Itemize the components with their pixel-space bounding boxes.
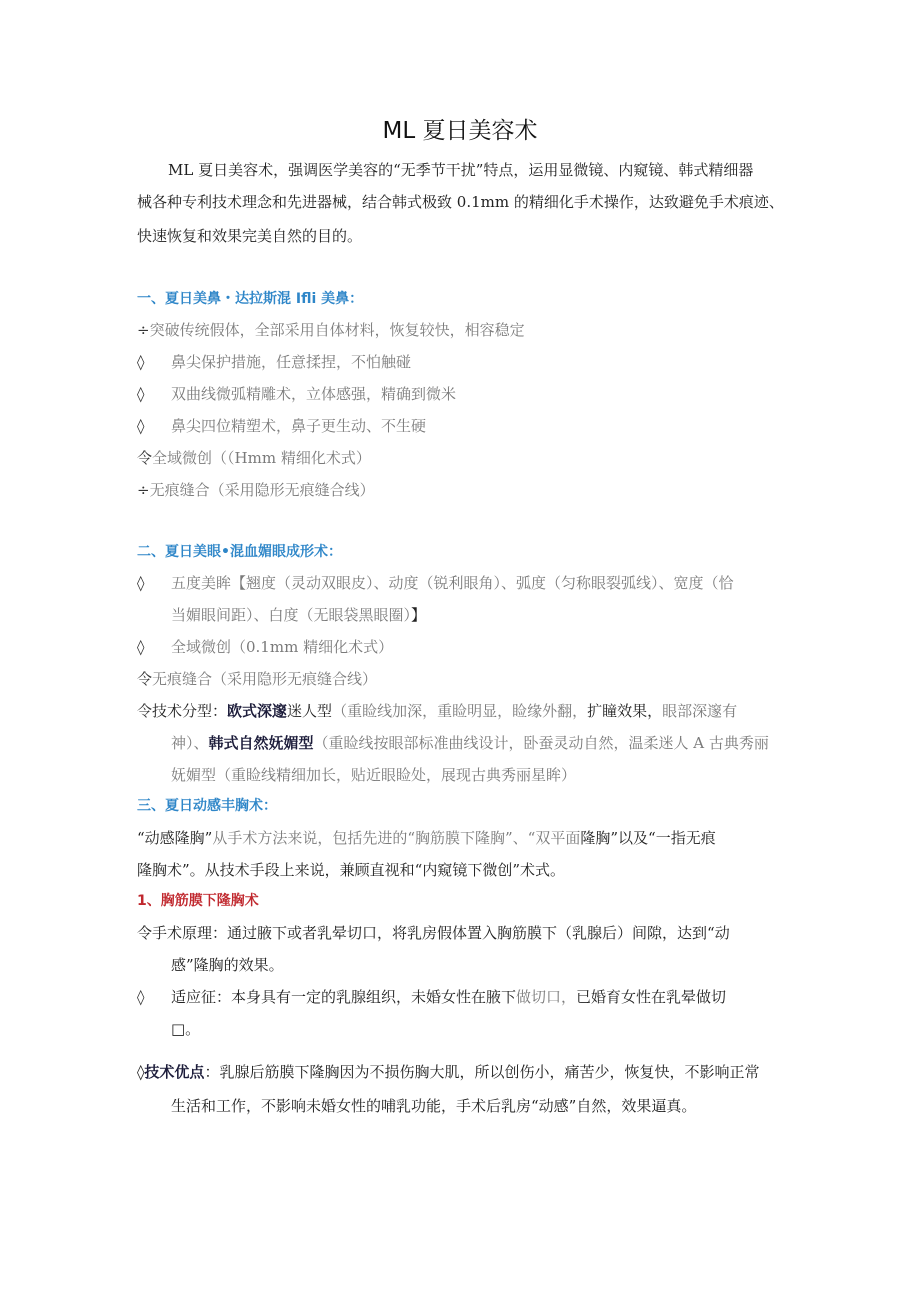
eye-five-degree-line-2 [171, 605, 426, 625]
bullet-symbol: ÷ [137, 481, 150, 499]
nose-item-text: 全域微创（（Hmm 精细化术式） [152, 449, 371, 467]
five-degree-text: 翘度（灵动双眼皮）、动度（锐利眼角）、弧度（匀称眼裂弧线）、宽度（恰 [246, 574, 734, 592]
intro-line-2: 械各种专利技术理念和先进器械，结合韩式极致 0.1mm 的精细化手术操作，达致避免手术痕迹、 [137, 193, 784, 211]
breast-text: “动感隆胸” [137, 829, 213, 847]
diamond-bullet-icon: ◊ [137, 988, 145, 1006]
diamond-bullet-icon: ◊ [137, 638, 145, 656]
advantage-line-2: 生活和工作，不影响未婚女性的哺乳功能，手术后乳房“动感”自然，效果逼真。 [171, 1097, 697, 1115]
eye-types-line-3: 妩媚型（重睑线精细加长，贴近眼睑处，展现古典秀丽星眸） [171, 766, 577, 784]
bullet-symbol: 令 [137, 449, 153, 467]
nose-item-text: 鼻尖四位精塑术，鼻子更生动、不生硬 [171, 417, 427, 435]
nose-item-text: 双曲线微弧精雕术，立体感强，精确到微米 [171, 385, 457, 403]
eye-types-line-1 [137, 701, 737, 721]
nose-item-1 [137, 320, 525, 340]
advantage-label: 技术优点 [144, 1063, 205, 1081]
nose-item-text: 突破传统假体，全部采用自体材料，恢复较快，相容稳定 [149, 321, 525, 339]
diamond-bullet-icon: ◊ [137, 417, 145, 435]
bullet-symbol: 令 [137, 702, 153, 720]
principle-line-2: 感”隆胸的效果。 [171, 956, 284, 974]
types-text: 迷人型 [287, 702, 333, 720]
eye-types-line-2 [171, 733, 769, 753]
nose-item-6 [137, 480, 375, 500]
principle-text: 手术原理：通过腋下或者乳晕切口，将乳房假体置入胸筋膜下（乳腺后）间隙，达到“动 [152, 924, 730, 942]
diamond-bullet-icon: ◊ [137, 353, 145, 371]
indication-text: 已婚育女性在乳晕做切 [576, 988, 727, 1006]
intro-line-1: ML 夏日美容术，强调医学美容的“无季节干扰”特点，运用显微镜、内窥镜、韩式精细器 [168, 161, 754, 179]
nose-item-text: 无痕缝合（采用隐形无痕缝合线） [149, 481, 375, 499]
nose-item-4 [137, 416, 426, 436]
eye-minimal-invasive [137, 637, 393, 657]
breast-para-line-1 [137, 828, 716, 848]
document-title: ML 夏日美容术 [382, 118, 538, 144]
breast-text: 平面 [550, 829, 581, 847]
five-degree-bracket: 】 [411, 606, 427, 624]
eye-item-text: 全域微创（0.1mm 精细化术式） [171, 638, 394, 656]
eye-five-degree-line-1 [137, 573, 734, 593]
five-degree-prefix: 五度美眸【 [171, 574, 247, 592]
indication-line-2: □。 [171, 1020, 201, 1038]
types-korean-label: 韩式自然妩媚型 [208, 734, 314, 752]
advantage-line-1 [137, 1062, 759, 1082]
section-eye-heading: 二、夏日美眼•混血媚眼成形术： [137, 544, 342, 560]
types-text: （重睑线按眼部标准曲线设计，卧蚕灵动自然，温柔迷人 A 古典秀丽 [313, 734, 769, 752]
bullet-symbol: ÷ [137, 321, 150, 339]
diamond-bullet-icon: ◊ [137, 385, 145, 403]
diamond-bullet-icon: ◊ [137, 1063, 145, 1081]
indication-text: 适应征：本身具有一定的乳腺组织，未婚女性在腋下 [171, 988, 517, 1006]
nose-item-5 [137, 448, 371, 468]
indication-text: 做切口， [516, 988, 577, 1006]
advantage-text: ：乳腺后筋膜下隆胸因为不损伤胸大肌，所以创伤小，痛苦少，恢复快，不影响正常 [204, 1063, 760, 1081]
eye-suture [137, 669, 377, 689]
breast-text: 从手术方法来说，包括先进的“胸筋膜下隆胸”、“双 [212, 829, 551, 847]
section-nose-heading: 一、夏日美鼻・达拉斯混 Ifli 美鼻： [137, 291, 364, 307]
bullet-symbol: 令 [137, 924, 153, 942]
intro-line-3: 快速恢复和效果完美自然的目的。 [137, 227, 363, 245]
breast-text: 隆胸”以及“一指无痕 [580, 829, 716, 847]
diamond-bullet-icon: ◊ [137, 574, 145, 592]
bullet-symbol: 令 [137, 670, 153, 688]
types-text: （重睑线加深，重睑明显，睑缘外翻， [332, 702, 588, 720]
nose-item-2 [137, 352, 411, 372]
nose-item-3 [137, 384, 456, 404]
types-euro-label: 欧式深邃 [227, 702, 288, 720]
breast-para-line-2: 隆胸术”。从技术手段上来说，兼顾直视和“内窥镜下微创”术式。 [137, 861, 566, 879]
types-text: 扩瞳效果， [587, 702, 663, 720]
types-text: 神）、 [171, 734, 209, 752]
breast-subsection-heading: 1、胸筋膜下隆胸术 [137, 893, 259, 909]
eye-item-text: 无痕缝合（采用隐形无痕缝合线） [152, 670, 378, 688]
principle-line-1 [137, 923, 730, 943]
indication-line-1 [137, 987, 726, 1007]
nose-item-text: 鼻尖保护措施，任意揉捏，不怕触碰 [171, 353, 412, 371]
types-text: 眼部深邃有 [662, 702, 738, 720]
section-breast-heading: 三、夏日动感丰胸术： [137, 798, 277, 814]
types-lead: 技术分型： [152, 702, 228, 720]
five-degree-text: 当媚眼间距）、白度（无眼袋黑眼圈） [171, 606, 412, 624]
